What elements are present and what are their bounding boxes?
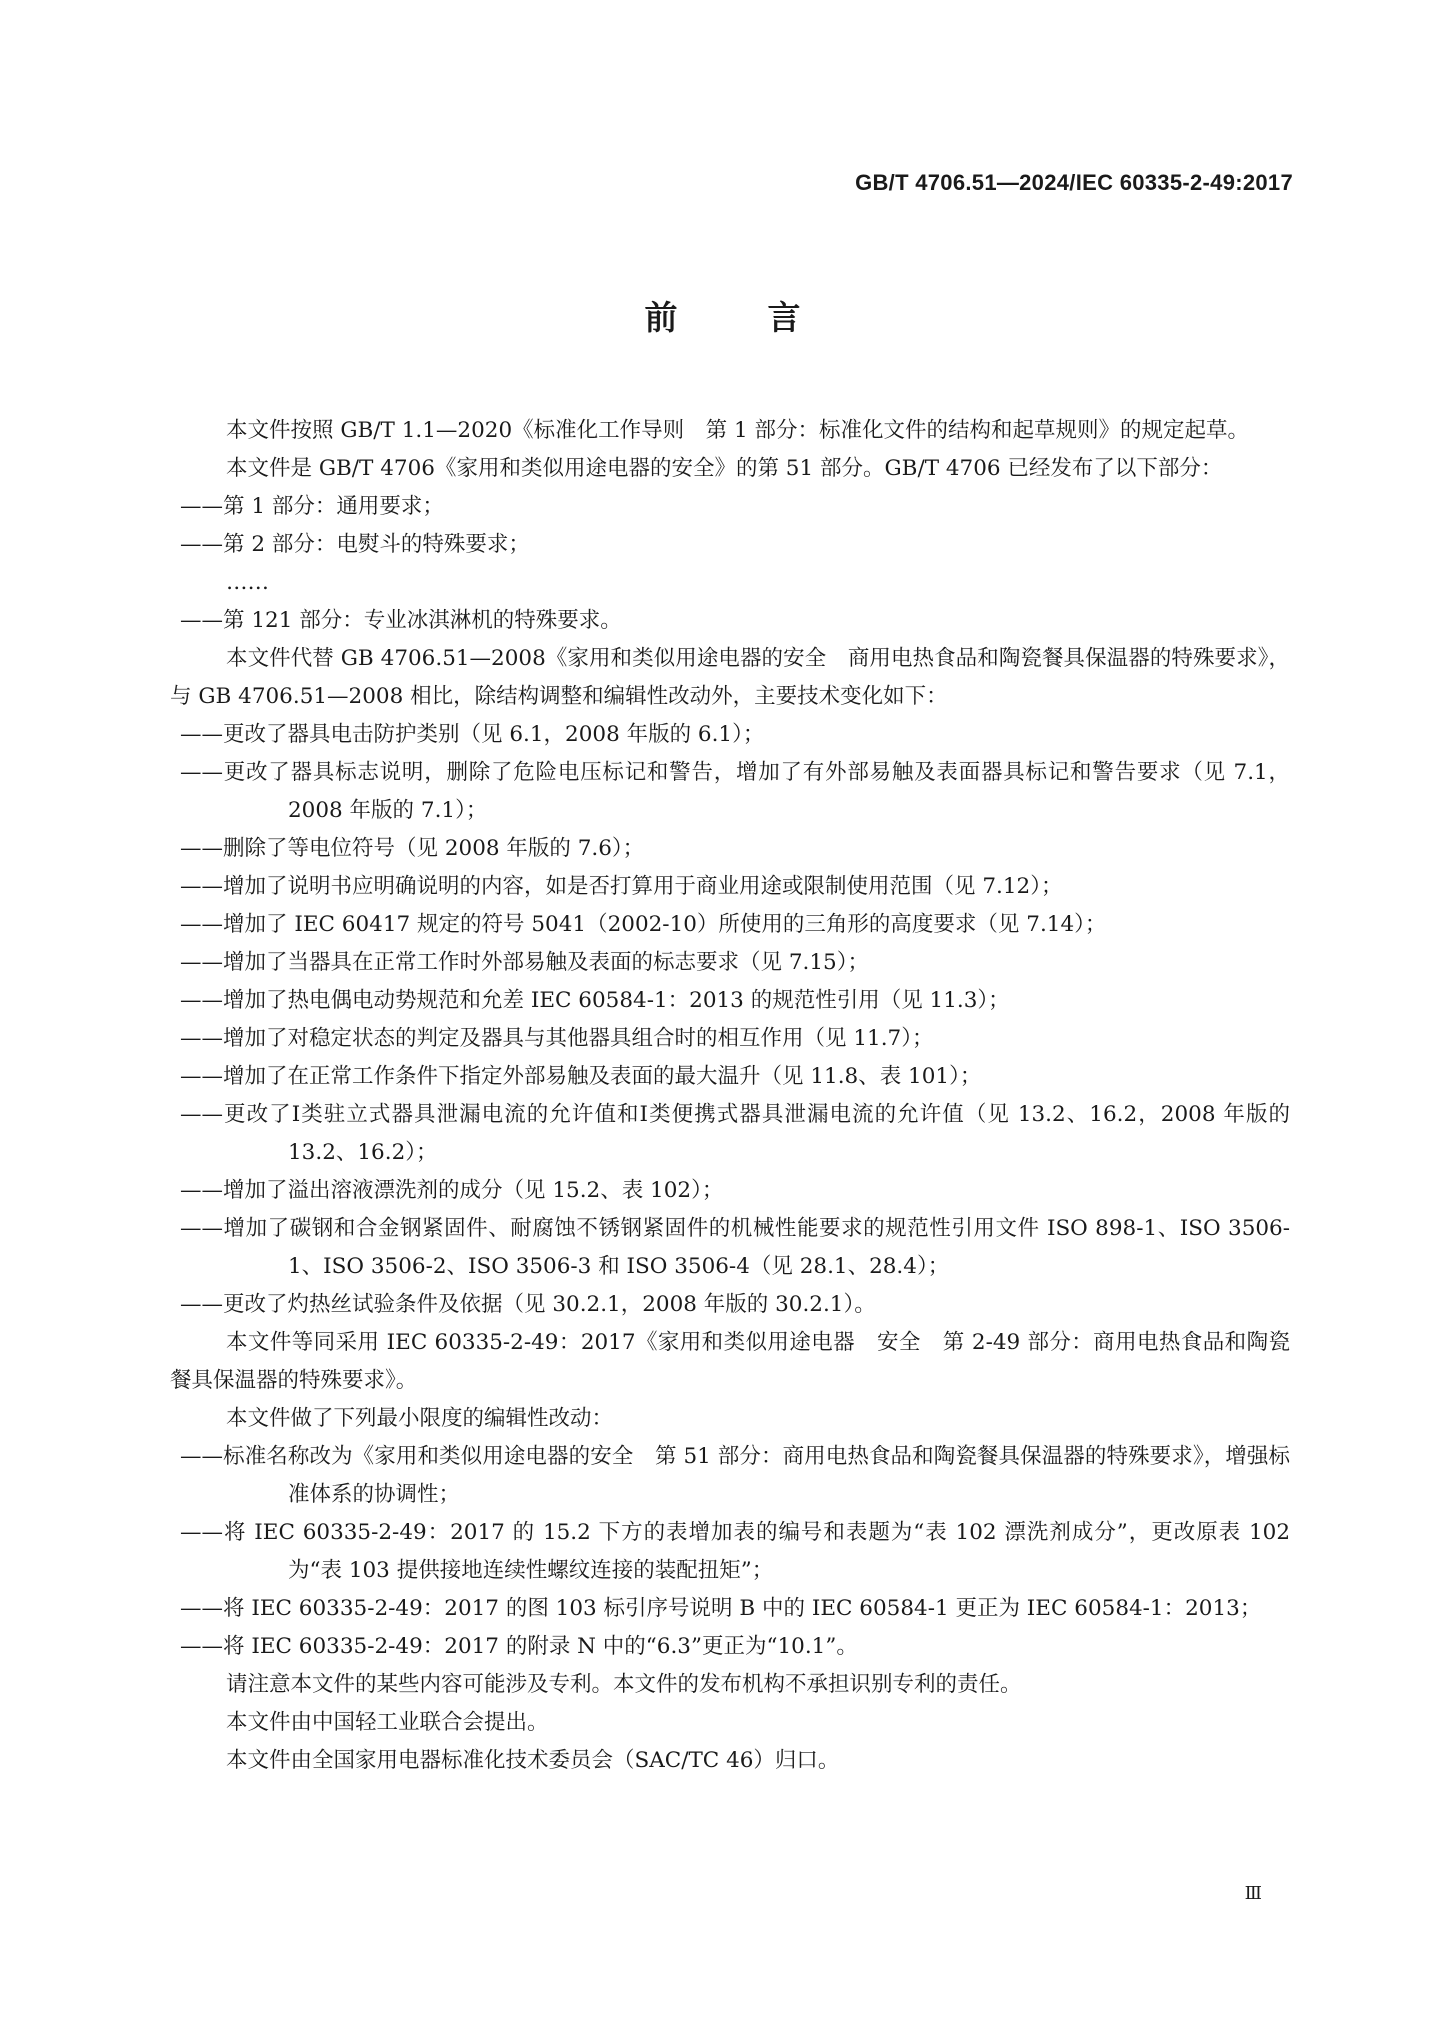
list-item: ——增加了溢出溶液漂洗剂的成分（见 15.2、表 102）； <box>180 1178 724 1203</box>
list-item: ——更改了Ⅰ类驻立式器具泄漏电流的允许值和Ⅰ类便携式器具泄漏电流的允许值（见 13.2、16.2，2008 年版的 13.2、16.2）； <box>180 1102 1290 1165</box>
page-title: 前言 <box>644 298 891 337</box>
paragraph: 本文件由全国家用电器标准化技术委员会（SAC/TC 46）归口。 <box>226 1748 840 1773</box>
paragraph: 本文件是 GB/T 4706《家用和类似用途电器的安全》的第 51 部分。GB/T 4706 已经发布了以下部分： <box>226 456 1223 481</box>
list-item: ——删除了等电位符号（见 2008 年版的 7.6）； <box>180 836 645 861</box>
paragraph: 本文件做了下列最小限度的编辑性改动： <box>226 1406 614 1431</box>
list-item: ——更改了灼热丝试验条件及依据（见 30.2.1，2008 年版的 30.2.1）。 <box>180 1292 876 1317</box>
paragraph: 本文件由中国轻工业联合会提出。 <box>226 1710 549 1735</box>
list-item: ——增加了碳钢和合金钢紧固件、耐腐蚀不锈钢紧固件的机械性能要求的规范性引用文件 ISO 898-1、ISO 3506-1、ISO 3506-2、ISO 3506-3 和 ISO 3506-4（见 28.1、28.4）； <box>180 1216 1290 1279</box>
paragraph: 本文件等同采用 IEC 60335-2-49：2017《家用和类似用途电器 安全 第 2-49 部分：商用电热食品和陶瓷餐具保温器的特殊要求》。 <box>170 1330 1290 1393</box>
list-item: ——第 2 部分：电熨斗的特殊要求； <box>180 532 530 557</box>
list-item: ——增加了热电偶电动势规范和允差 IEC 60584-1：2013 的规范性引用（见 11.3）； <box>180 988 1010 1013</box>
list-item: ——将 IEC 60335-2-49：2017 的图 103 标引序号说明 B 中的 IEC 60584-1 更正为 IEC 60584-1：2013； <box>180 1596 1262 1621</box>
foreword-body <box>170 412 1290 1780</box>
list-item: ——标准名称改为《家用和类似用途电器的安全 第 51 部分：商用电热食品和陶瓷餐具保温器的特殊要求》，增强标准体系的协调性； <box>180 1444 1290 1507</box>
document-code-header: GB/T 4706.51—2024/IEC 60335-2-49:2017 <box>855 170 1293 195</box>
list-item: ——将 IEC 60335-2-49：2017 的附录 N 中的“6.3”更正为“10.1”。 <box>180 1634 858 1659</box>
list-item: ——增加了 IEC 60417 规定的符号 5041（2002-10）所使用的三角形的高度要求（见 7.14）； <box>180 912 1107 937</box>
paragraph: 本文件按照 GB/T 1.1—2020《标准化工作导则 第 1 部分：标准化文件的结构和起草规则》的规定起草。 <box>226 418 1249 443</box>
list-item: ——增加了说明书应明确说明的内容，如是否打算用于商业用途或限制使用范围（见 7.12）； <box>180 874 1063 899</box>
list-item: ——增加了当器具在正常工作时外部易触及表面的标志要求（见 7.15）； <box>180 950 869 975</box>
list-item: ——增加了在正常工作条件下指定外部易触及表面的最大温升（见 11.8、表 101）； <box>180 1064 982 1089</box>
list-item: ——增加了对稳定状态的判定及器具与其他器具组合时的相互作用（见 11.7）； <box>180 1026 934 1051</box>
paragraph: 请注意本文件的某些内容可能涉及专利。本文件的发布机构不承担识别专利的责任。 <box>226 1672 1022 1697</box>
list-item: ——将 IEC 60335-2-49：2017 的 15.2 下方的表增加表的编号和表题为“表 102 漂洗剂成分”，更改原表 102 为“表 103 提供接地连续性螺纹连接的装配扭矩”； <box>180 1520 1290 1583</box>
ellipsis: …… <box>226 570 269 595</box>
page-number: Ⅲ <box>1244 1883 1262 1904</box>
list-item: ——更改了器具标志说明，删除了危险电压标记和警告，增加了有外部易触及表面器具标记和警告要求（见 7.1，2008 年版的 7.1）； <box>180 760 1290 823</box>
list-item: ——更改了器具电击防护类别（见 6.1，2008 年版的 6.1）； <box>180 722 765 747</box>
paragraph: 本文件代替 GB 4706.51—2008《家用和类似用途电器的安全 商用电热食品和陶瓷餐具保温器的特殊要求》，与 GB 4706.51—2008 相比，除结构调整和编辑性改动外，主要技术变化如下： <box>170 646 1290 709</box>
list-item: ——第 121 部分：专业冰淇淋机的特殊要求。 <box>180 608 622 633</box>
list-item: ——第 1 部分：通用要求； <box>180 494 444 519</box>
